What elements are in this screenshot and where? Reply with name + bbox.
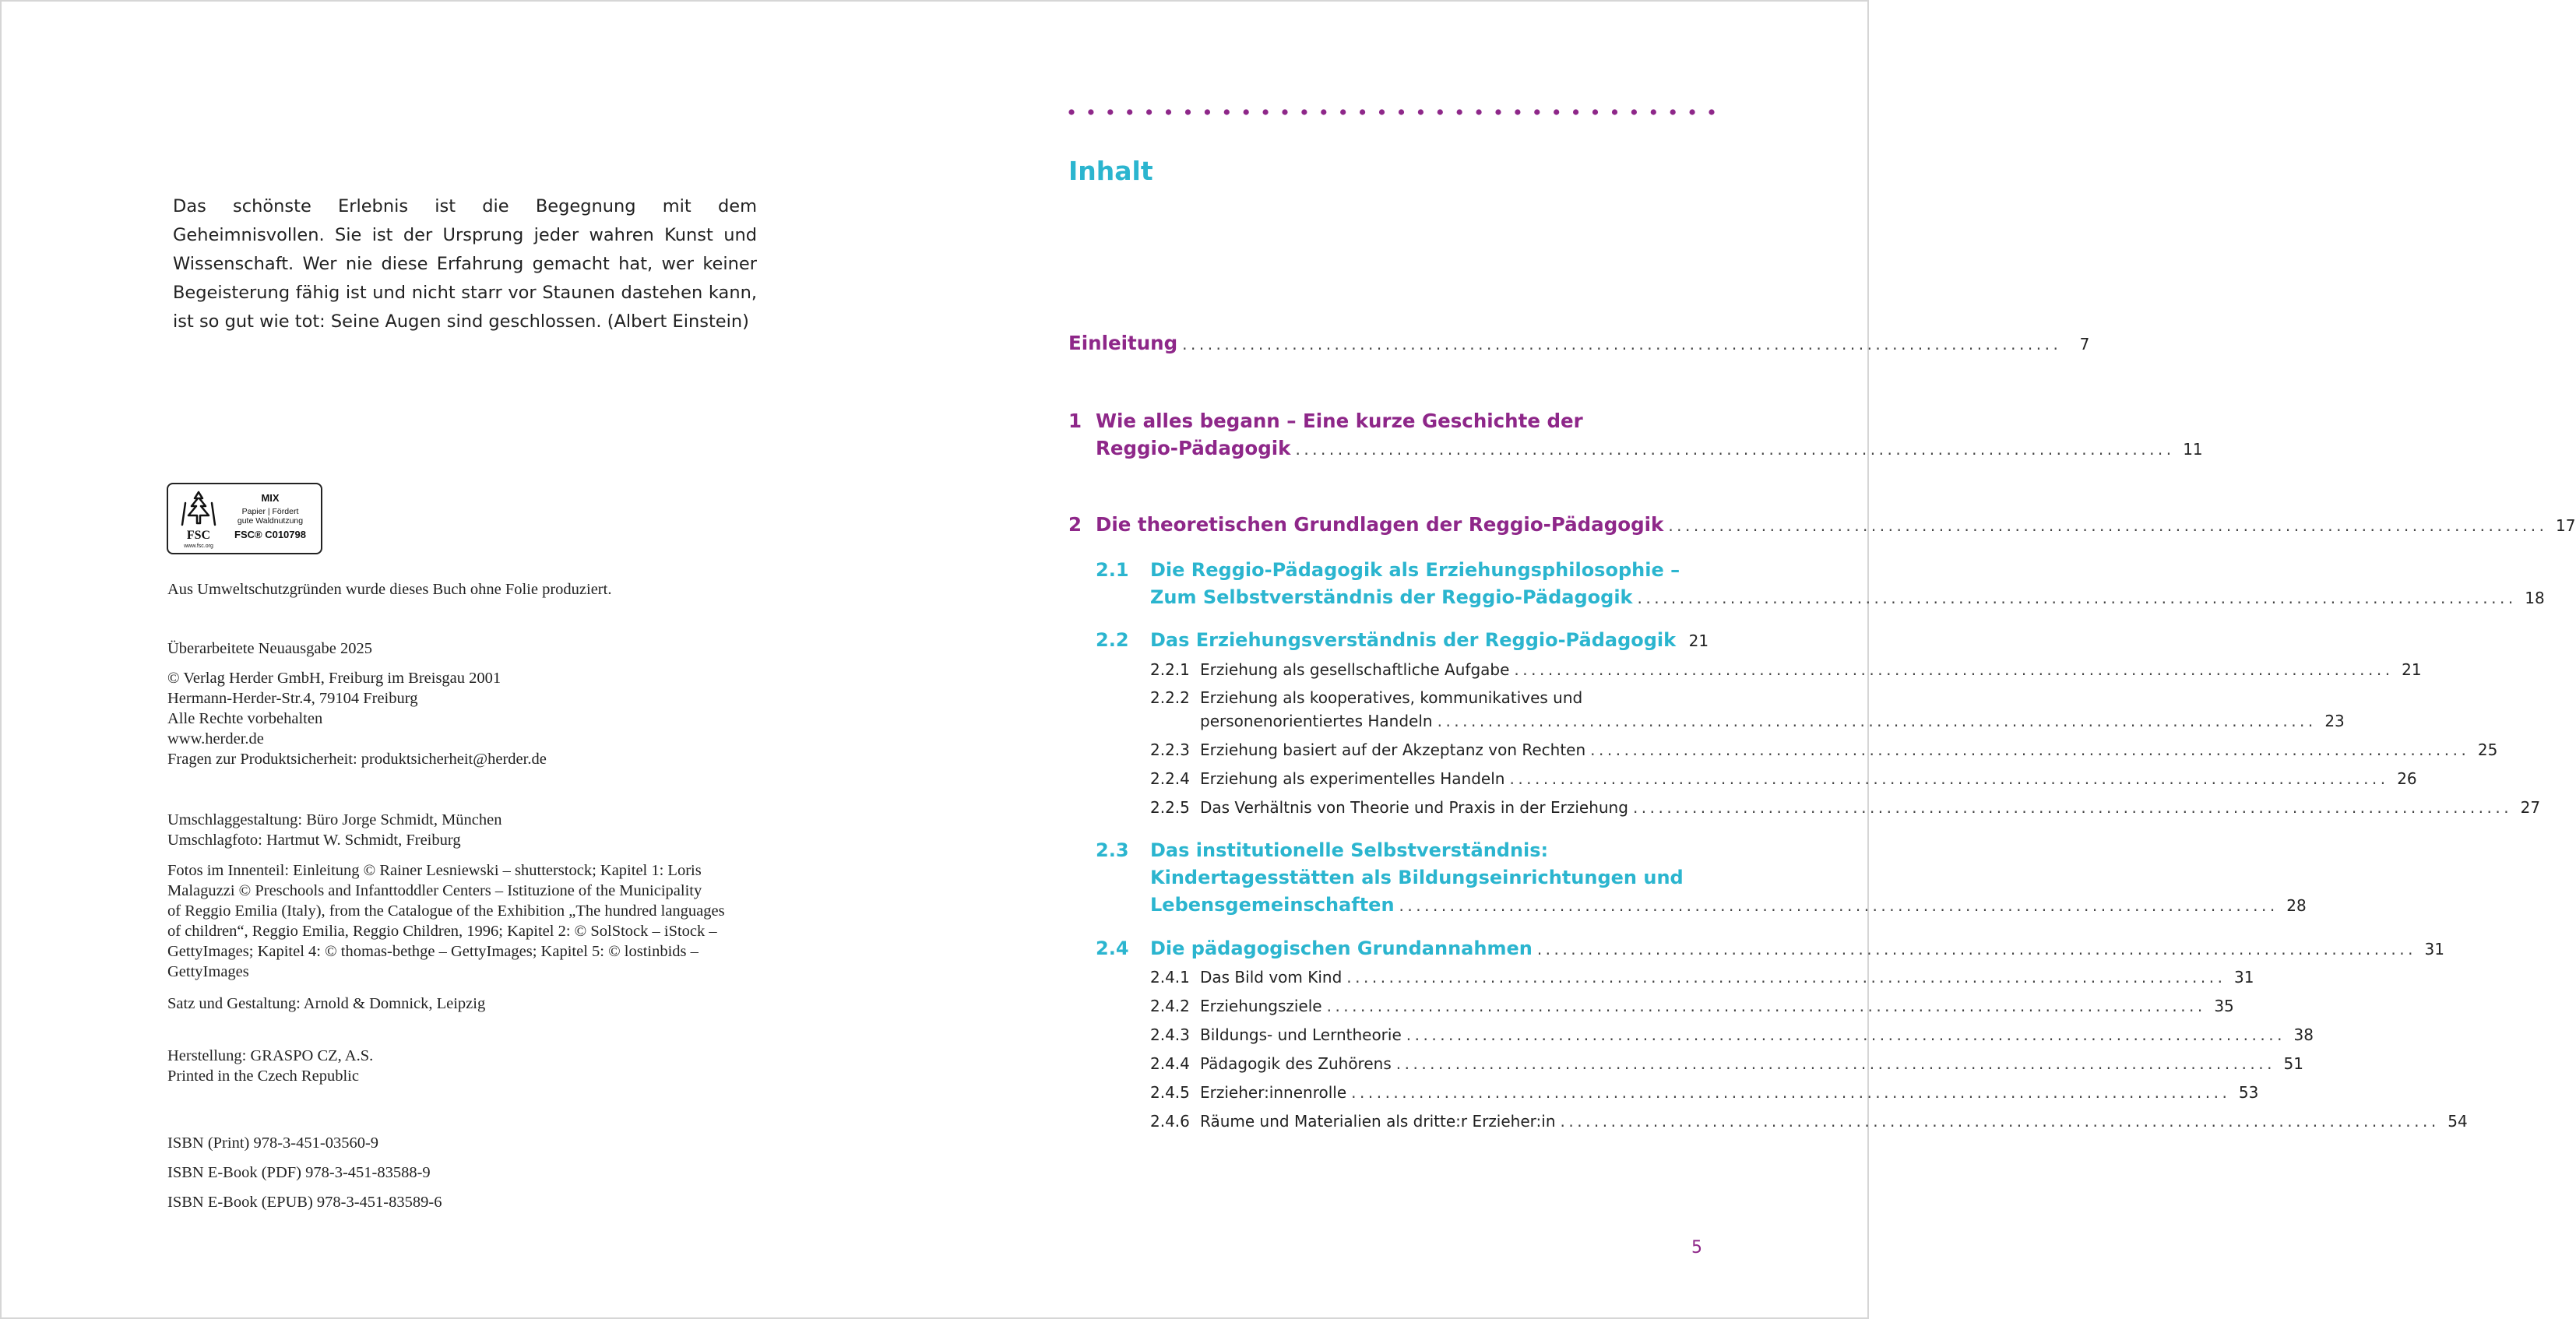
toc-entry-2-2[interactable] [1096, 629, 1709, 656]
toc-entry-chapter-2[interactable]: 2 Die theoretischen Grundlagen der Reggio-Pädagogik ........................................................................................................ 17 [1068, 513, 2576, 536]
toc-page: 17 [2556, 516, 2576, 535]
rule-dot [1146, 109, 1152, 114]
rule-dot [1321, 109, 1326, 114]
toc-number: 2.2.2 [1150, 688, 1190, 707]
rule-dot [1631, 109, 1637, 114]
isbn-block [167, 1128, 806, 1217]
rule-dot [1224, 109, 1230, 114]
photo-line: GettyImages; Kapitel 4: © thomas-bethge – GettyImages; Kapitel 5: © lostinbids – [167, 943, 699, 960]
toc-page: 38 [2293, 1025, 2314, 1044]
rule-dot [1263, 109, 1269, 114]
toc-page: 7 [2079, 335, 2090, 353]
photo-line: Fotos im Innenteil: Einleitung © Rainer Lesniewski – shutterstock; Kapitel 1: Loris [167, 862, 702, 879]
rule-dot [1340, 109, 1346, 114]
einstein-quote: Das schönste Erlebnis ist die Begegnung mit dem Geheimnisvollen. Sie ist der Ursprung jeder wahren Kunst und Wissenschaft. Wer nie diese Erfahrung gemacht hat, wer keiner Begeisterung fähig ist und nicht starr vor Staunen dastehen kann, ist so gut wie tot: Seine Augen sind geschlossen. (Albert Einstein) [173, 196, 757, 332]
rule-dot [1554, 109, 1559, 114]
toc-page: 21 [2402, 660, 2422, 679]
fsc-code: FSC® C010798 [234, 529, 306, 540]
rule-dot [1360, 109, 1365, 114]
toc-title: Einleitung [1068, 332, 1178, 354]
toc-number: 2.2.4 [1150, 769, 1190, 788]
rule-dot [1166, 109, 1171, 114]
rule-dot [1573, 109, 1578, 114]
isbn-line: ISBN E-Book (PDF) 978-3-451-83588-9 [167, 1164, 431, 1181]
toc-page: 53 [2238, 1083, 2259, 1102]
rule-dot [1457, 109, 1462, 114]
rule-dot [1476, 109, 1482, 114]
toc-page: 54 [2448, 1112, 2468, 1131]
photo-line: of children“, Reggio Emilia, Reggio Children, 1996; Kapitel 2: © SolStock – iStock – [167, 923, 717, 940]
toc-entry-2-4-2[interactable]: 2.4.2 Erziehungsziele ........................................................................................................ 35 [1150, 997, 2234, 1015]
toc-title-line: personenorientiertes Handeln [1200, 712, 1433, 730]
rule-dot [1418, 109, 1423, 114]
decorative-dot-rule [1068, 104, 1709, 120]
rule-dot [1534, 109, 1540, 114]
production [167, 1046, 806, 1086]
rule-dot [1205, 109, 1210, 114]
rule-dot [1651, 109, 1656, 114]
rule-dot [1068, 109, 1074, 114]
production-line: Herstellung: GRASPO CZ, A.S. [167, 1047, 374, 1064]
toc-title-line: Das institutionelle Selbstverständnis: [1150, 839, 1549, 861]
toc-number: 2.4 [1096, 937, 1129, 959]
fsc-logo-url: www.fsc.org [184, 543, 213, 549]
isbn-line: ISBN (Print) 978-3-451-03560-9 [167, 1134, 379, 1152]
cover-line: Umschlaggestaltung: Büro Jorge Schmidt, München [167, 811, 502, 828]
publisher-line: © Verlag Herder GmbH, Freiburg im Breisgau 2001 [167, 670, 501, 687]
toc-title-line: Lebensgemeinschaften [1150, 894, 1395, 916]
fsc-tree-logo-icon [174, 487, 223, 551]
toc-entry-2-4[interactable]: 2.4 Die pädagogischen Grundannahmen ........................................................................................................ 31 [1096, 937, 2444, 959]
photo-line: GettyImages [167, 963, 249, 980]
toc-number: 2.1 [1096, 559, 1129, 581]
rule-dot [1244, 109, 1249, 114]
production-line: Printed in the Czech Republic [167, 1068, 359, 1085]
rule-dot [1185, 109, 1191, 114]
photo-line: of Reggio Emilia (Italy), from the Catalogue of the Exhibition „The hundred languages [167, 902, 725, 920]
layout-credit: Satz und Gestaltung: Arnold & Domnick, Leipzig [167, 995, 486, 1012]
toc-title-line: Die Reggio-Pädagogik als Erziehungsphilosophie – [1150, 559, 1680, 581]
toc-page: 25 [2477, 740, 2498, 759]
publisher-line: Alle Rechte vorbehalten [167, 710, 323, 727]
toc-title: Erziehung als gesellschaftliche Aufgabe [1200, 660, 1510, 679]
fsc-label [167, 483, 322, 554]
toc-number: 2 [1068, 513, 1082, 536]
edition: Überarbeitete Neuausgabe 2025 [167, 640, 372, 657]
toc-number: 1 [1068, 410, 1082, 432]
toc-number: 2.2.5 [1150, 798, 1190, 817]
toc-title: Bildungs- und Lerntheorie [1200, 1025, 1402, 1044]
cover-credits [167, 810, 806, 850]
photo-credits [167, 860, 806, 982]
toc-number: 2.4.5 [1150, 1083, 1190, 1102]
rule-dot [1612, 109, 1617, 114]
toc-number: 2.4.6 [1150, 1112, 1190, 1131]
rule-dot [1107, 109, 1113, 114]
rule-dot [1690, 109, 1695, 114]
toc-page: 28 [2286, 896, 2307, 915]
toc-page: 51 [2283, 1054, 2303, 1073]
toc-title-line: Zum Selbstverständnis der Reggio-Pädagogik [1150, 586, 1633, 608]
page-number: 5 [1691, 1238, 1702, 1257]
toc-heading: Inhalt [1068, 156, 1153, 186]
rule-dot [1709, 109, 1714, 114]
toc-title-line: Wie alles begann – Eine kurze Geschichte der [1096, 410, 1583, 432]
publisher-line: Hermann-Herder-Str.4, 79104 Freiburg [167, 690, 418, 707]
rule-dot [1379, 109, 1385, 114]
toc-title: Pädagogik des Zuhörens [1200, 1054, 1392, 1073]
toc-page: 35 [2214, 997, 2234, 1015]
rule-dot [1670, 109, 1676, 114]
toc-page: 18 [2525, 589, 2545, 607]
toc-title: Räume und Materialien als dritte:r Erzieher:in [1200, 1112, 1556, 1131]
toc-number: 2.3 [1096, 839, 1129, 861]
toc-page: 21 [1688, 631, 1709, 650]
toc-number: 2.4.1 [1150, 968, 1190, 987]
rule-dot [1282, 109, 1287, 114]
fsc-logo-text: FSC [186, 529, 211, 542]
rule-dot [1088, 109, 1093, 114]
toc-title: Das Erziehungsverständnis der Reggio-Pädagogik [1150, 629, 1677, 651]
photo-line: Malaguzzi © Preschools and Infanttoddler Centers – Istituzione of the Municipality [167, 882, 702, 899]
toc-title: Die pädagogischen Grundannahmen [1150, 937, 1533, 959]
toc-entry-2-4-3[interactable]: 2.4.3 Bildungs- und Lerntheorie ........................................................................................................ 38 [1150, 1025, 2314, 1044]
rule-dot [1495, 109, 1501, 114]
rule-dot [1438, 109, 1443, 114]
toc-title: Erziehungsziele [1200, 997, 1322, 1015]
publisher-line: www.herder.de [167, 730, 264, 747]
toc-title: Das Verhältnis von Theorie und Praxis in der Erziehung [1200, 798, 1628, 817]
rule-dot [1515, 109, 1520, 114]
publisher-block [167, 668, 806, 769]
cover-line: Umschlagfoto: Hartmut W. Schmidt, Freiburg [167, 832, 461, 849]
toc-entry-2-4-1[interactable]: 2.4.1 Das Bild vom Kind ........................................................................................................ 31 [1150, 968, 2254, 987]
toc-title-line: Kindertagesstätten als Bildungseinrichtungen und [1150, 867, 1684, 888]
toc-number: 2.4.3 [1150, 1025, 1190, 1044]
isbn-line: ISBN E-Book (EPUB) 978-3-451-83589-6 [167, 1194, 442, 1211]
rule-dot [1399, 109, 1404, 114]
toc-entry-2-2-3[interactable]: 2.2.3 Erziehung basiert auf der Akzeptanz von Rechten ........................................................................................................ 25 [1150, 740, 2498, 759]
rule-dot [1301, 109, 1307, 114]
toc-entry-2-2-1[interactable]: 2.2.1 Erziehung als gesellschaftliche Aufgabe ........................................................................................................ 21 [1150, 660, 2422, 679]
toc-entry-einleitung[interactable]: Einleitung ........................................................................................................ 7 [1068, 332, 2090, 354]
toc-entry-2-4-6[interactable]: 2.4.6 Räume und Materialien als dritte:r Erzieher:in ........................................................................................................ 54 [1150, 1112, 2468, 1131]
toc-number: 2.4.4 [1150, 1054, 1190, 1073]
toc-page: 27 [2520, 798, 2541, 817]
rule-dot [1127, 109, 1132, 114]
toc-number: 2.2 [1096, 629, 1129, 651]
toc-entry-2-2-2[interactable]: 2.2.2 Erziehung als kooperatives, kommunikatives und personenorientiertes Handeln ........................................................................................................ 23 [1150, 688, 2345, 730]
toc-title: Die theoretischen Grundlagen der Reggio-Pädagogik [1096, 513, 1664, 536]
toc-page: 26 [2397, 769, 2417, 788]
fsc-desc-2: gute Waldnutzung [237, 516, 304, 526]
fsc-desc-1: Papier | Fördert [241, 507, 299, 516]
toc-entry-2-3[interactable]: 2.3 Das institutionelle Selbstverständnis: Kindertagesstätten als Bildungseinrichtungen und Lebensgemeinschaften ........................................................................................................ 28 [1096, 839, 2307, 916]
toc-title: Erzieher:innenrolle [1200, 1083, 1347, 1102]
eco-note: Aus Umweltschutzgründen wurde dieses Buch ohne Folie produziert. [167, 581, 612, 598]
toc-title: Erziehung basiert auf der Akzeptanz von Rechten [1200, 740, 1586, 759]
toc-entry-2-4-5[interactable]: 2.4.5 Erzieher:innenrolle ........................................................................................................ 53 [1150, 1083, 2259, 1102]
toc-page: 31 [2424, 940, 2444, 958]
toc-entry-chapter-1[interactable]: 1 Wie alles begann – Eine kurze Geschichte der Reggio-Pädagogik ........................................................................................................ 11 [1068, 410, 2203, 459]
toc-title: Erziehung als experimentelles Handeln [1200, 769, 1505, 788]
toc-page: 11 [2183, 440, 2203, 459]
toc-number: 2.2.1 [1150, 660, 1190, 679]
toc-title: Das Bild vom Kind [1200, 968, 1343, 987]
toc-entry-2-1[interactable]: 2.1 Die Reggio-Pädagogik als Erziehungsphilosophie – Zum Selbstverständnis der Reggio-Pädagogik ........................................................................................................ 18 [1096, 559, 2545, 608]
toc-number: 2.2.3 [1150, 740, 1190, 759]
toc-number: 2.4.2 [1150, 997, 1190, 1015]
toc-page: 23 [2324, 712, 2345, 730]
toc-title-line: Erziehung als kooperatives, kommunikatives und [1200, 688, 1583, 707]
rule-dot [1592, 109, 1598, 114]
publisher-line: Fragen zur Produktsicherheit: produktsicherheit@herder.de [167, 751, 547, 768]
toc-title-line: Reggio-Pädagogik [1096, 437, 1291, 459]
toc-entry-2-2-5[interactable]: 2.2.5 Das Verhältnis von Theorie und Praxis in der Erziehung ........................................................................................................ 27 [1150, 798, 2541, 817]
toc-page: 31 [2234, 968, 2254, 987]
toc-entry-2-2-4[interactable]: 2.2.4 Erziehung als experimentelles Handeln ........................................................................................................ 26 [1150, 769, 2417, 788]
fsc-mix: MIX [261, 492, 280, 504]
toc-entry-2-4-4[interactable]: 2.4.4 Pädagogik des Zuhörens ........................................................................................................ 51 [1150, 1054, 2303, 1073]
